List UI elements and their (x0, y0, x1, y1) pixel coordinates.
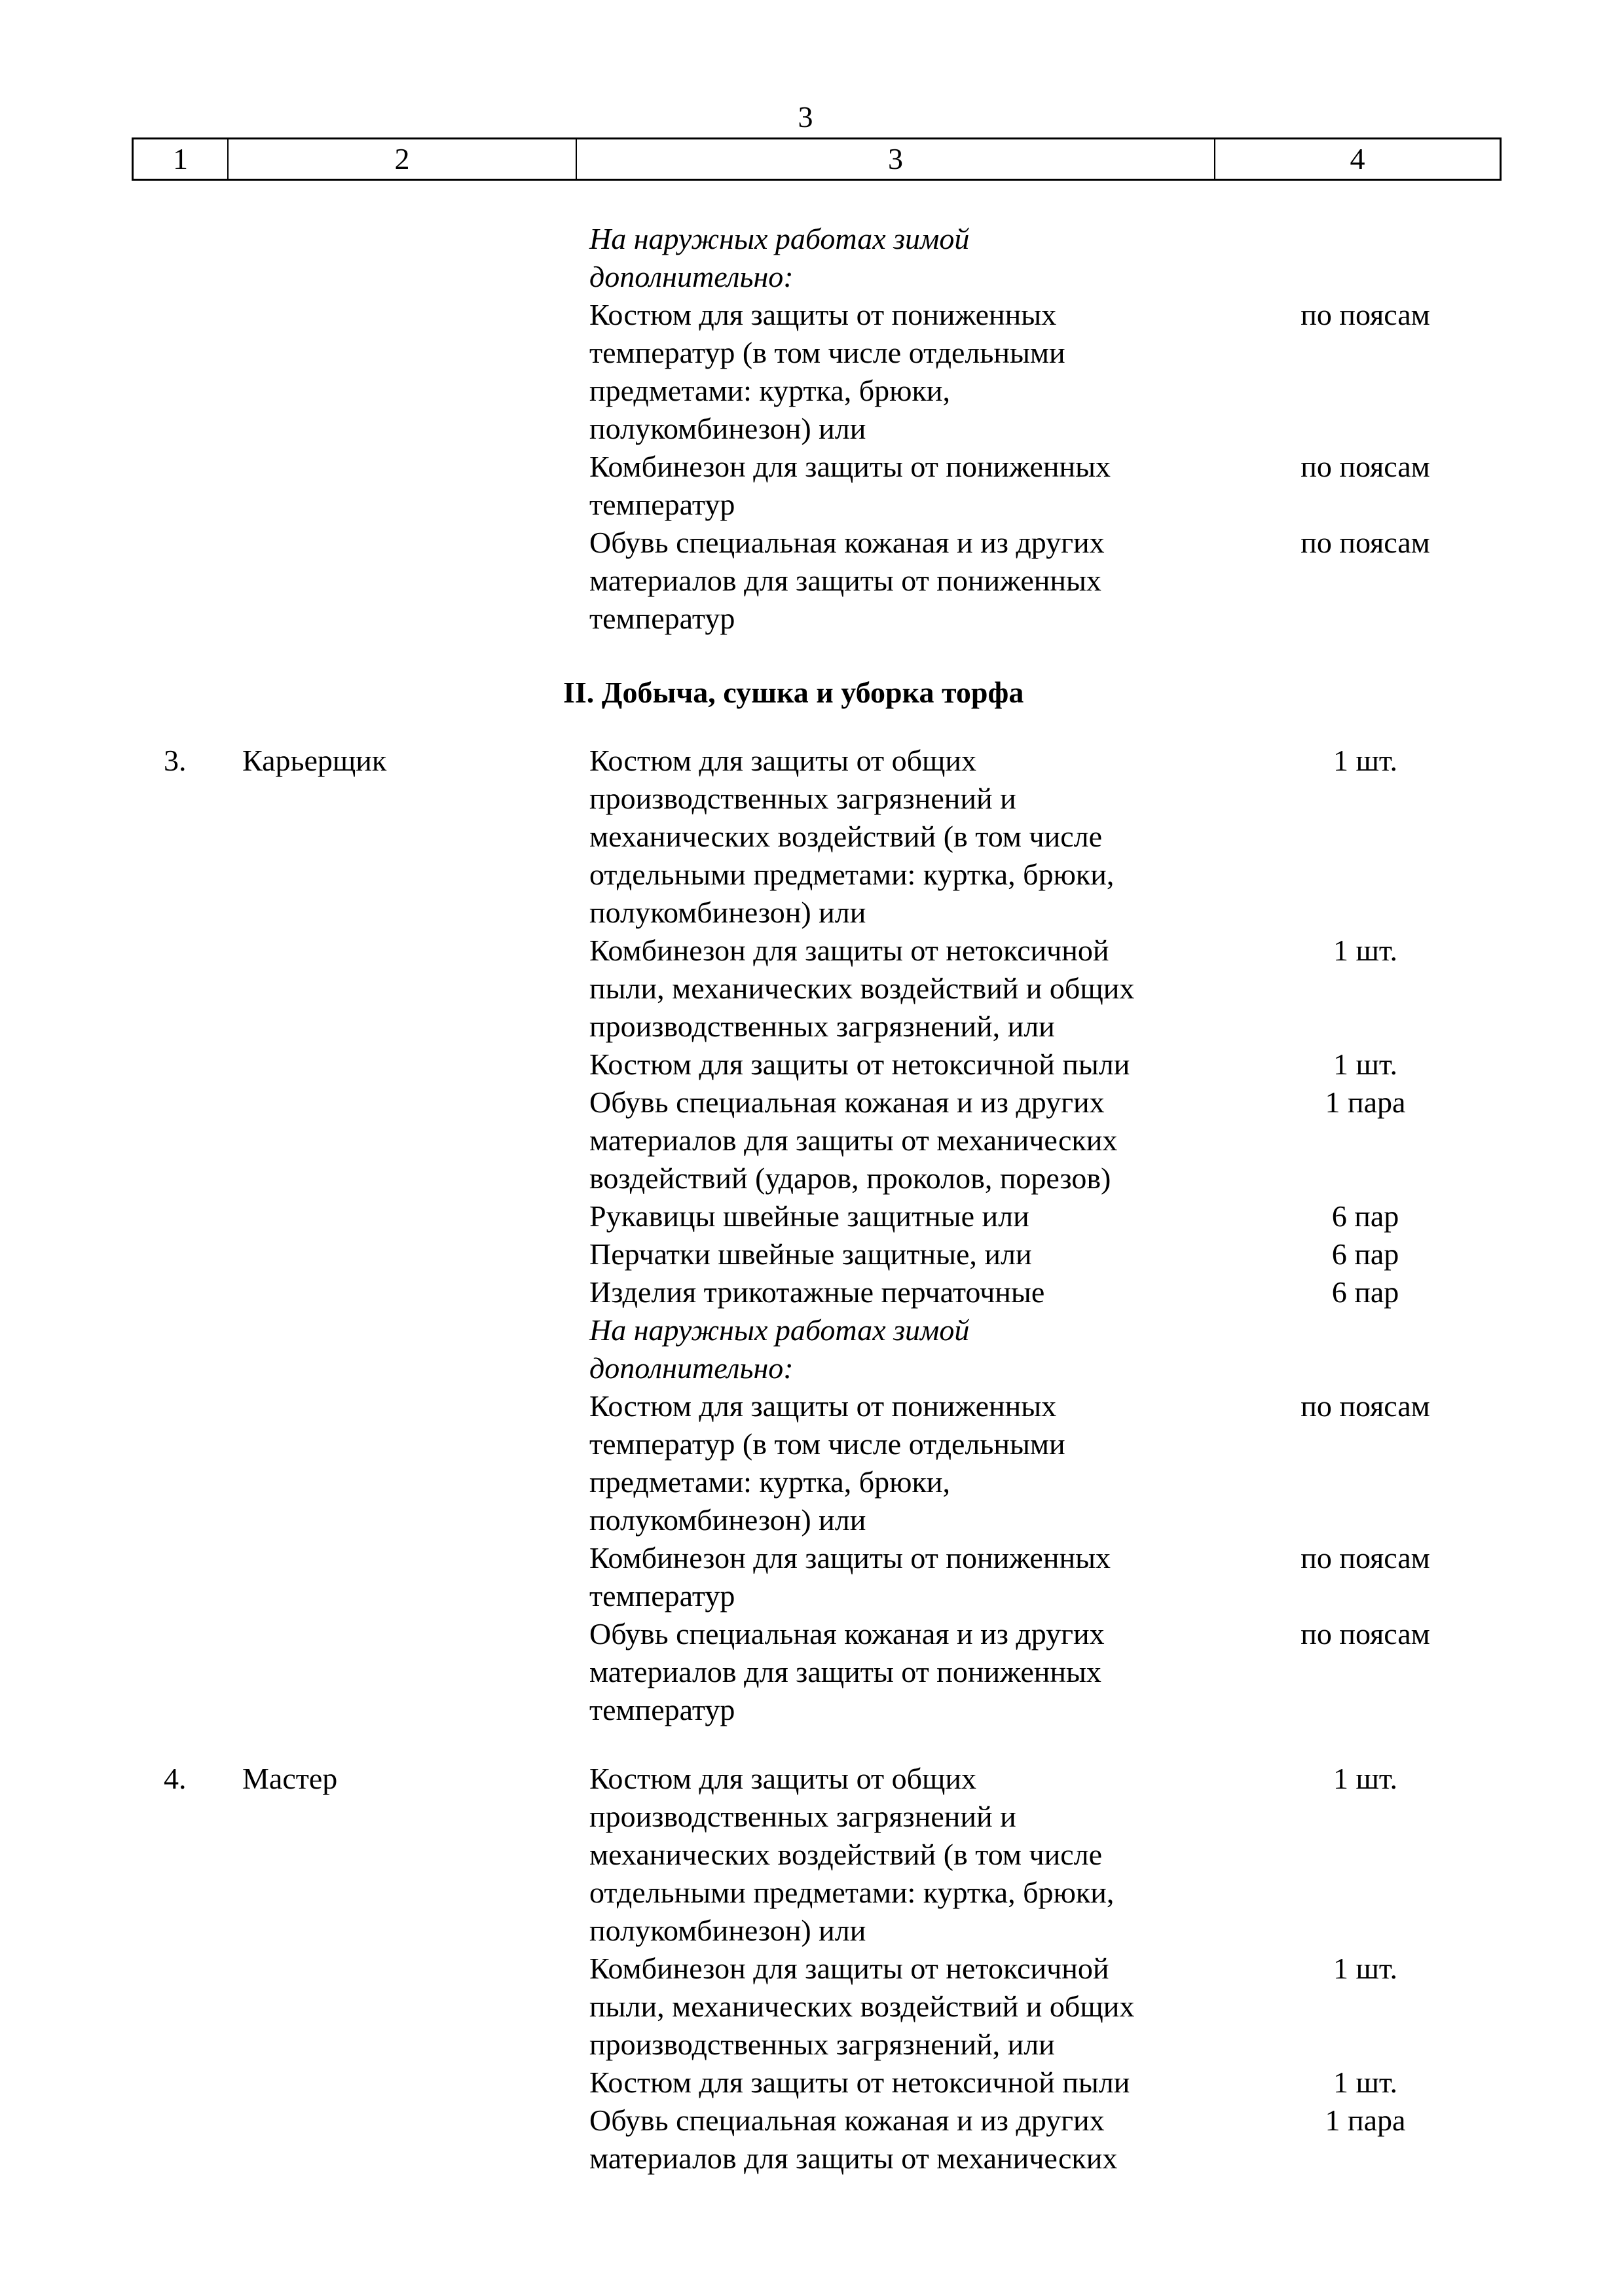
item-quantity: 6 пар (1331, 1199, 1399, 1233)
item-text: воздействий (ударов, проколов, порезов) (589, 1161, 1111, 1195)
item-quantity: 6 пар (1331, 1275, 1399, 1309)
item-text: отдельными предметами: куртка, брюки, (589, 858, 1115, 891)
item-text: материалов для защиты от механических (589, 2141, 1118, 2175)
item-text: Обувь специальная кожаная и из других (589, 526, 1105, 559)
item-quantity: 6 пар (1331, 1237, 1399, 1271)
item-quantity: 1 шт. (1333, 1762, 1398, 1795)
item-quantity: 1 шт. (1333, 744, 1398, 777)
item-text: Перчатки швейные защитные, или (589, 1237, 1032, 1271)
item-text: температур (589, 602, 735, 635)
item-quantity: по поясам (1301, 526, 1430, 559)
item-text: производственных загрязнений и (589, 1800, 1016, 1833)
item-text: температур (589, 1579, 735, 1613)
item-text: температур (589, 1693, 735, 1726)
winter-heading: На наружных работах зимой (589, 1313, 970, 1347)
item-text: Костюм для защиты от пониженных (589, 298, 1057, 331)
item-quantity: 1 шт. (1333, 934, 1398, 967)
page-number: 3 (798, 100, 813, 134)
item-text: полукомбинезон) или (589, 1914, 866, 1947)
item-quantity: по поясам (1301, 1617, 1430, 1650)
item-text: механических воздействий (в том числе (589, 1838, 1103, 1871)
column-header-4: 4 (1350, 142, 1365, 175)
column-header-1: 1 (134, 139, 229, 179)
profession-name: Мастер (242, 1762, 338, 1795)
item-quantity: 1 пара (1325, 2104, 1406, 2137)
item-text: Костюм для защиты от пониженных (589, 1389, 1057, 1423)
item-text: производственных загрязнений, или (589, 1010, 1055, 1043)
item-text: материалов для защиты от механических (589, 1123, 1118, 1157)
item-text: Комбинезон для защиты от нетоксичной (589, 934, 1109, 967)
item-quantity: по поясам (1301, 450, 1430, 483)
item-text: пыли, механических воздействий и общих (589, 972, 1135, 1005)
row-number: 4. (164, 1762, 187, 1795)
item-text: Обувь специальная кожаная и из других (589, 2104, 1105, 2137)
winter-heading: На наружных работах зимой (589, 222, 970, 255)
item-text: полукомбинезон) или (589, 896, 866, 929)
item-text: Костюм для защиты от нетоксичной пыли (589, 1048, 1130, 1081)
item-text: Изделия трикотажные перчаточные (589, 1275, 1045, 1309)
item-quantity: по поясам (1301, 1541, 1430, 1575)
item-text: производственных загрязнений и (589, 782, 1016, 815)
item-text: материалов для защиты от пониженных (589, 1655, 1101, 1688)
item-text: Костюм для защиты от общих (589, 1762, 977, 1795)
item-text: Обувь специальная кожаная и из других (589, 1085, 1105, 1119)
column-header-2: 2 (229, 139, 577, 179)
item-text: Костюм для защиты от нетоксичной пыли (589, 2066, 1130, 2099)
item-quantity: 1 шт. (1333, 1952, 1398, 1985)
winter-heading: дополнительно: (589, 260, 794, 293)
item-quantity: по поясам (1301, 298, 1430, 331)
profession-name: Карьерщик (242, 744, 387, 777)
item-text: механических воздействий (в том числе (589, 820, 1103, 853)
item-text: отдельными предметами: куртка, брюки, (589, 1876, 1115, 1909)
item-text: производственных загрязнений, или (589, 2028, 1055, 2061)
column-header-3: 3 (577, 139, 1215, 179)
item-text: температур (в том числе отдельными (589, 1427, 1065, 1461)
item-text: температур (в том числе отдельными (589, 336, 1065, 369)
row-number: 3. (164, 744, 187, 777)
item-quantity: по поясам (1301, 1389, 1430, 1423)
item-quantity: 1 шт. (1333, 1048, 1398, 1081)
item-text: Рукавицы швейные защитные или (589, 1199, 1029, 1233)
item-quantity: 1 пара (1325, 1085, 1406, 1119)
section-title: II. Добыча, сушка и уборка торфа (563, 676, 1024, 709)
item-text: предметами: куртка, брюки, (589, 1465, 950, 1499)
item-text: предметами: куртка, брюки, (589, 374, 950, 407)
winter-heading: дополнительно: (589, 1351, 794, 1385)
item-text: материалов для защиты от пониженных (589, 564, 1101, 597)
item-quantity: 1 шт. (1333, 2066, 1398, 2099)
item-text: полукомбинезон) или (589, 412, 866, 445)
item-text: полукомбинезон) или (589, 1503, 866, 1537)
item-text: Комбинезон для защиты от нетоксичной (589, 1952, 1109, 1985)
item-text: Костюм для защиты от общих (589, 744, 977, 777)
item-text: температур (589, 488, 735, 521)
column-header-row (132, 137, 1502, 181)
item-text: Комбинезон для защиты от пониженных (589, 1541, 1111, 1575)
item-text: Комбинезон для защиты от пониженных (589, 450, 1111, 483)
item-text: пыли, механических воздействий и общих (589, 1990, 1135, 2023)
item-text: Обувь специальная кожаная и из других (589, 1617, 1105, 1650)
